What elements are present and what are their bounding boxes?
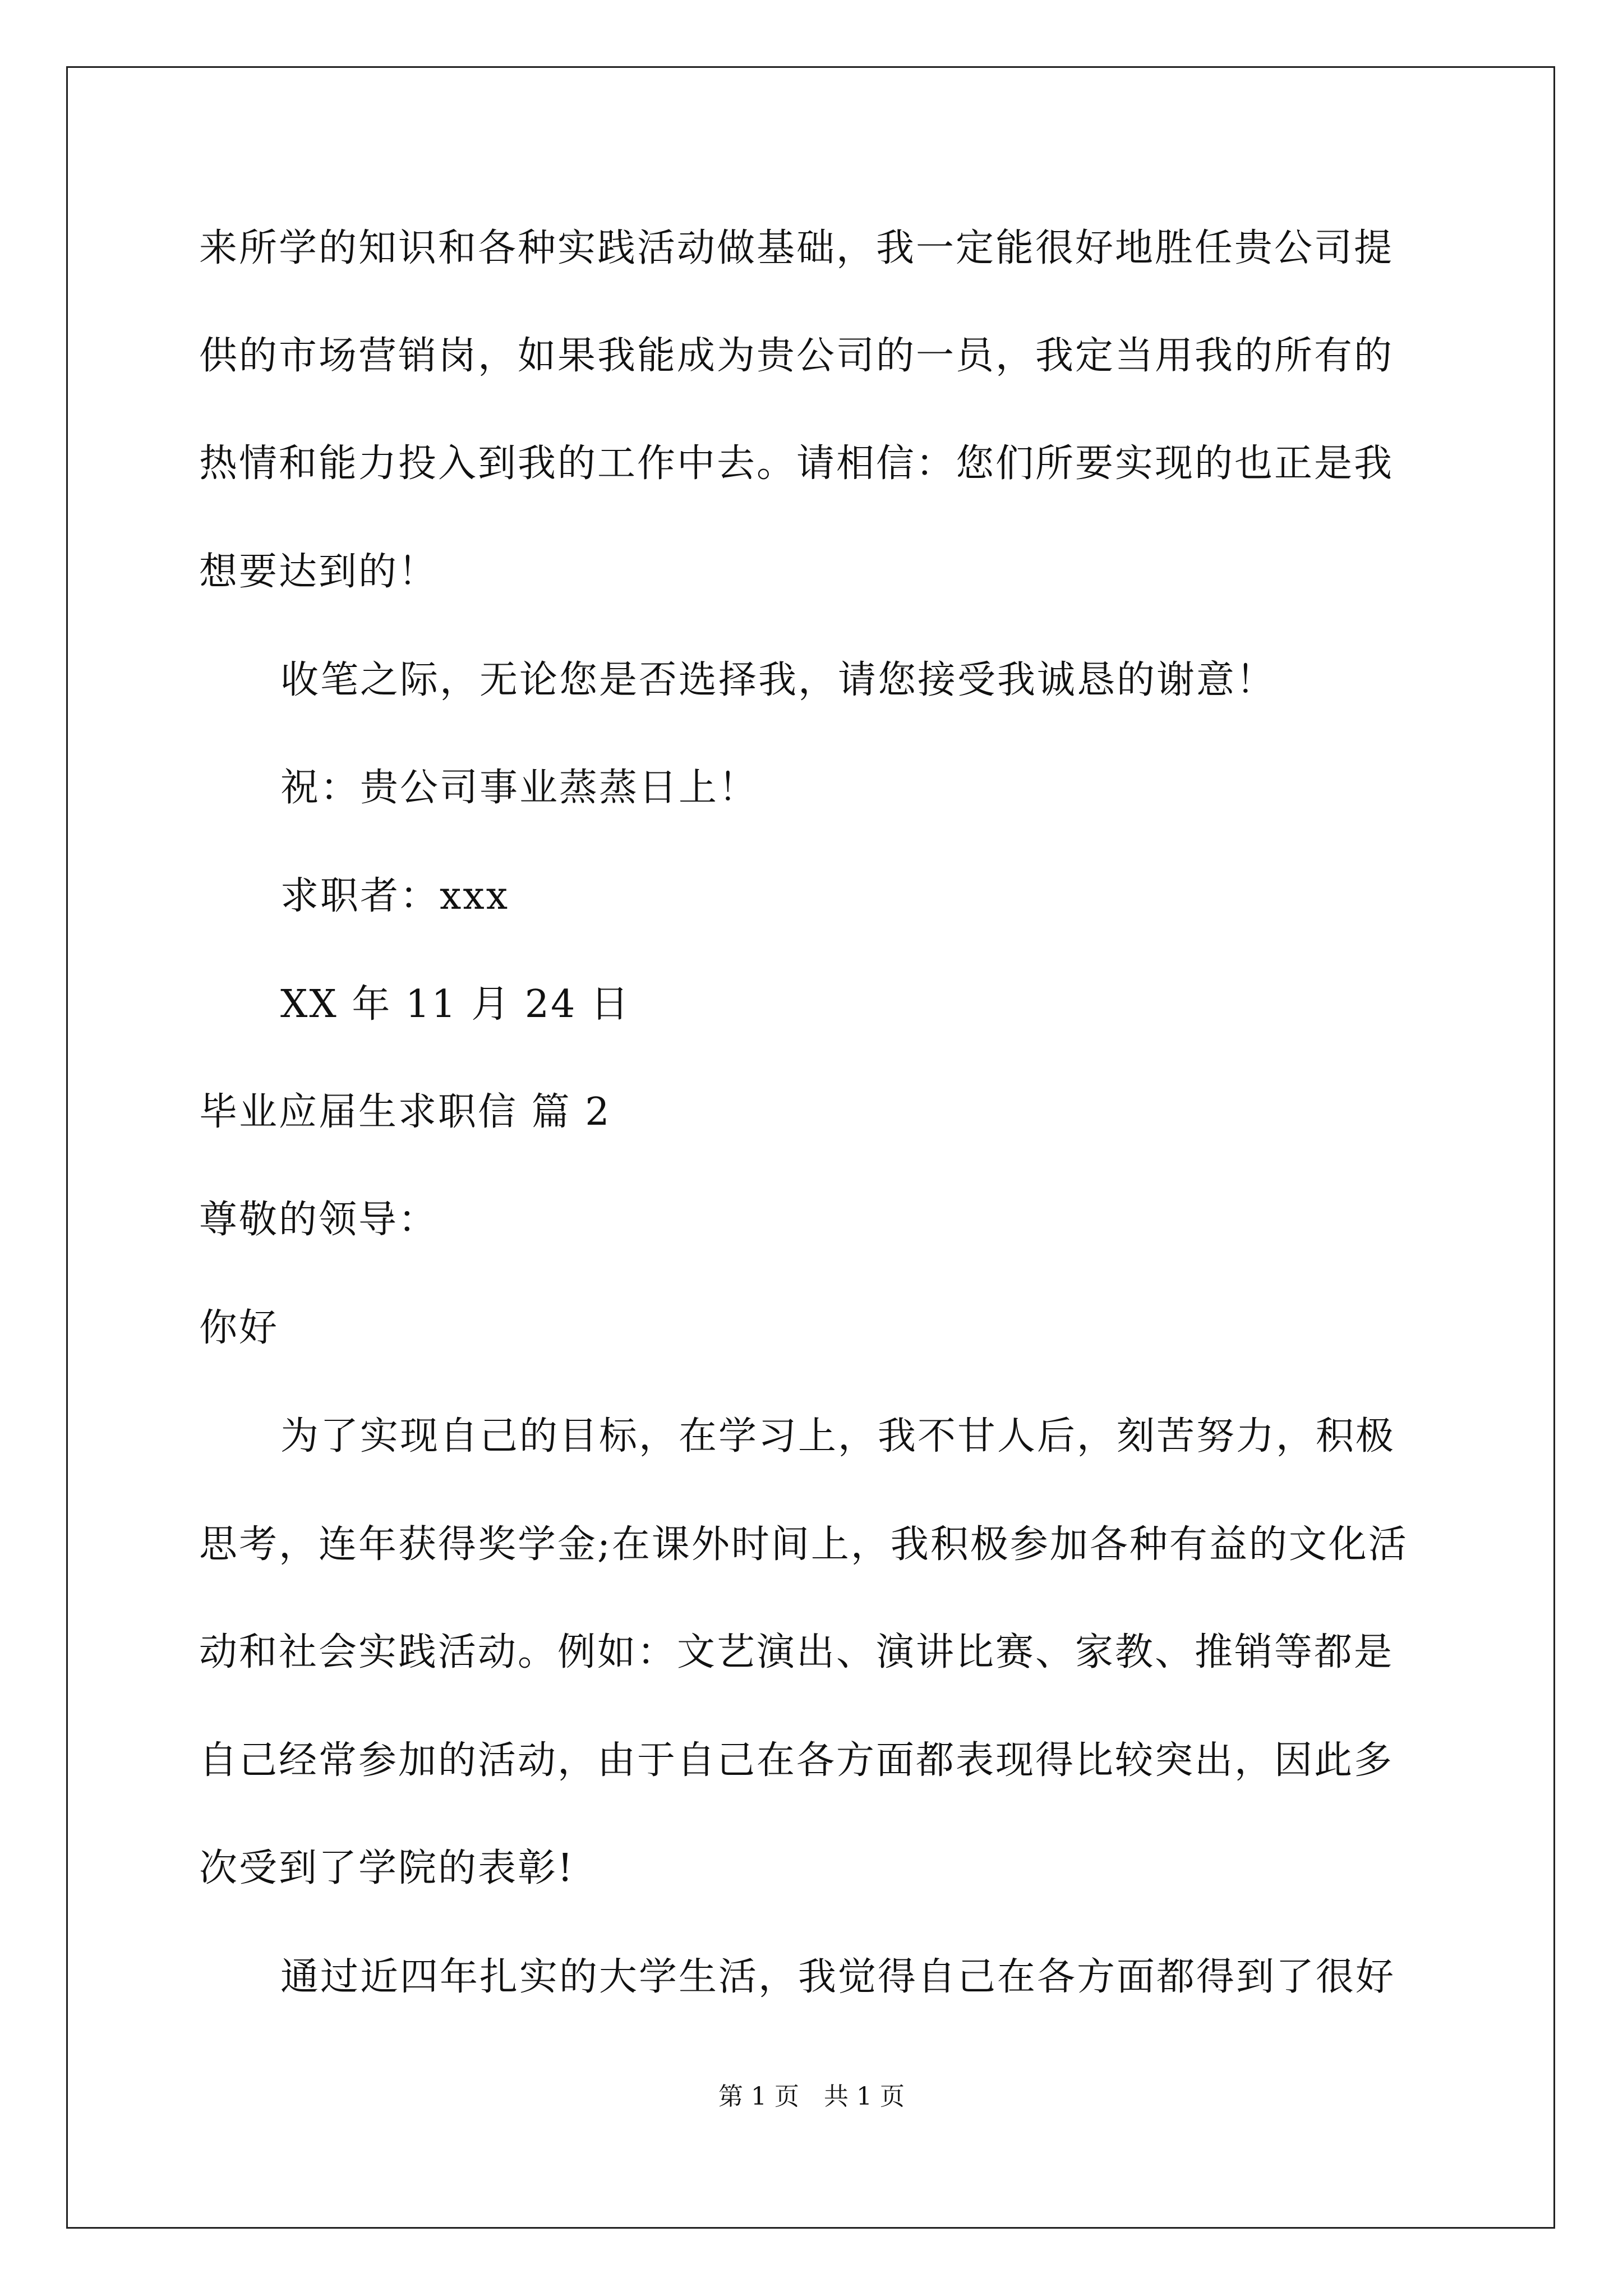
body-line-8: 自己经常参加的活动，由于自己在各方面都表现得比较突出，因此多 — [199, 1738, 1394, 1783]
body-line-10: 通过近四年扎实的大学生活，我觉得自己在各方面都得到了很好 — [280, 1955, 1396, 1999]
signature-line: 求职者：xxx — [280, 874, 510, 918]
wish-line: 祝：贵公司事业蒸蒸日上！ — [280, 766, 759, 810]
greeting: 你好 — [199, 1306, 279, 1350]
body-line-5: 为了实现自己的目标，在学习上，我不甘人后，刻苦努力，积极 — [280, 1414, 1396, 1458]
salutation: 尊敬的领导： — [199, 1198, 439, 1242]
body-line-7: 动和社会实践活动。例如：文艺演出、演讲比赛、家教、推销等都是 — [199, 1630, 1394, 1674]
body-line-9: 次受到了学院的表彰! — [199, 1846, 575, 1890]
body-line-3: 热情和能力投入到我的工作中去。请相信：您们所要实现的也正是我 — [199, 441, 1394, 486]
page-footer: 第 1 页 共 1 页 — [718, 2082, 905, 2111]
body-line-1: 来所学的知识和各种实践活动做基础，我一定能很好地胜任贵公司提 — [199, 226, 1394, 270]
closing-line: 收笔之际，无论您是否选择我，请您接受我诚恳的谢意！ — [280, 658, 1276, 702]
section-title: 毕业应届生求职信 篇 2 — [199, 1090, 611, 1134]
body-line-6: 思考，连年获得奖学金;在课外时间上，我积极参加各种有益的文化活 — [199, 1522, 1408, 1567]
body-line-4: 想要达到的！ — [199, 550, 439, 594]
page-frame — [66, 66, 1555, 2229]
body-line-2: 供的市场营销岗，如果我能成为贵公司的一员，我定当用我的所有的 — [199, 334, 1394, 378]
date-line: XX 年 11 月 24 日 — [280, 982, 630, 1027]
